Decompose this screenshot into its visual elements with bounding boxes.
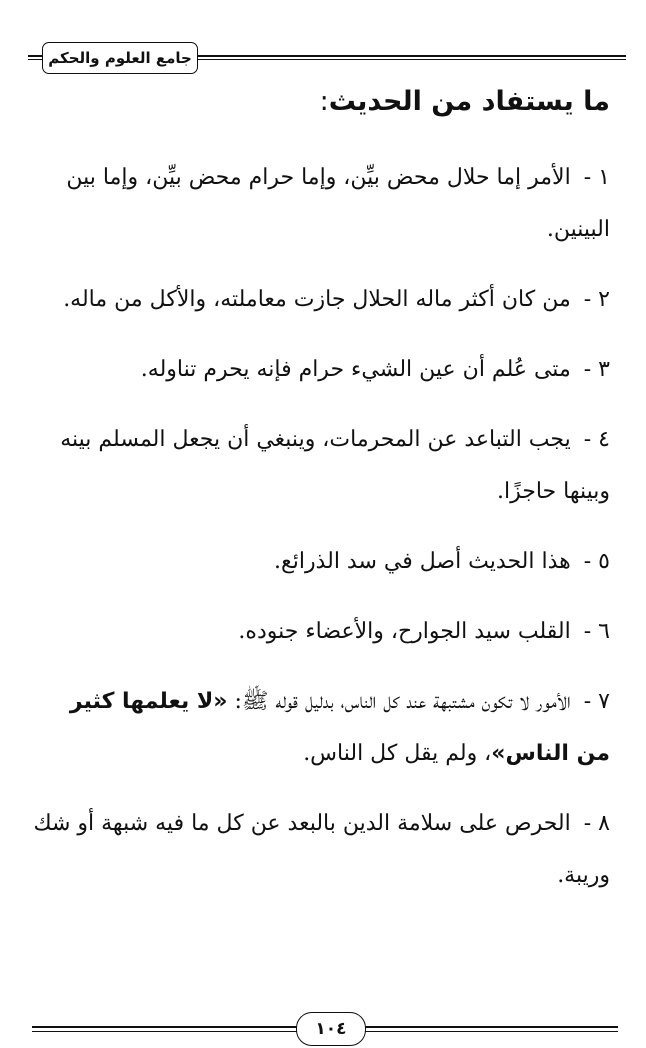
benefit-point-8 [32, 798, 610, 902]
section-heading-colon: : [319, 86, 329, 117]
point-number: ٧ - [583, 689, 610, 714]
point-text: هذا الحديث أصل في سد الذرائع. [274, 549, 571, 574]
section-heading-text: ما يستفاد من الحديث [328, 86, 610, 117]
point-number: ٨ - [583, 811, 610, 836]
point-number: ٢ - [583, 287, 610, 312]
point-number: ٥ - [583, 549, 610, 574]
benefit-point-4 [32, 414, 610, 518]
point-text: من كان أكثر ماله الحلال جازت معاملته، والأكل من ماله. [63, 287, 571, 312]
page-number: ١٠٤ [296, 1012, 366, 1046]
point-text: الحرص على سلامة الدين بالبعد عن كل ما فيه شبهة أو شك وريبة. [33, 811, 610, 888]
benefit-point-2 [32, 274, 610, 326]
hadith-quote: «لا يعلمها كثير من الناس» [69, 689, 610, 766]
point-number: ٤ - [583, 427, 610, 452]
point-text: القلب سيد الجوارح، والأعضاء جنوده. [238, 619, 571, 644]
point-number: ٣ - [583, 357, 610, 382]
benefit-point-1 [32, 152, 610, 256]
point-number: ٦ - [583, 619, 610, 644]
point-text: متى عُلم أن عين الشيء حرام فإنه يحرم تناوله. [140, 357, 571, 382]
benefit-point-6 [32, 606, 610, 658]
section-heading [32, 80, 610, 124]
running-header-title: جامع العلوم والحكم [42, 42, 198, 74]
point-text-after-quote: ، ولم يقل كل الناس. [303, 741, 492, 766]
benefit-point-5 [32, 536, 610, 588]
point-text: الأمر إما حلال محض بيِّن، وإما حرام محض بيِّن، وإما بين البينين. [66, 165, 610, 242]
page-content [32, 80, 610, 920]
point-text-before-quote: الأمور لا تكون مشتبهة عند كل الناس، بدليل قوله ﷺ: [227, 689, 571, 714]
benefit-point-7 [32, 676, 610, 780]
benefit-point-3 [32, 344, 610, 396]
point-text: يجب التباعد عن المحرمات، وينبغي أن يجعل المسلم بينه وبينها حاجزًا. [60, 427, 610, 504]
point-number: ١ - [583, 165, 610, 190]
